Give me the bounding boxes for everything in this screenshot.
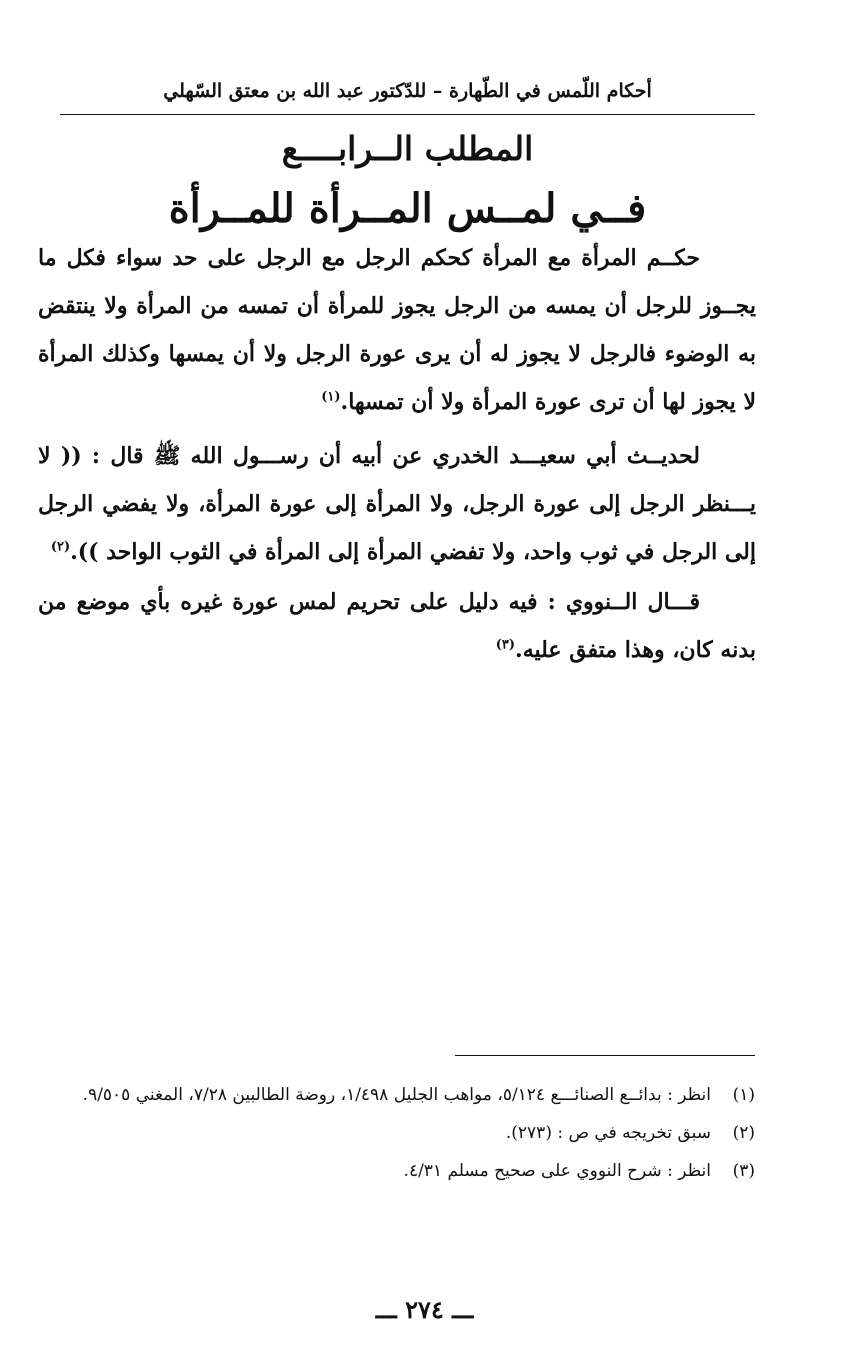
footnote-ref-1: (١)	[321, 389, 341, 405]
footnote-2	[40, 1116, 755, 1150]
footnote-number: (٢)	[732, 1123, 755, 1143]
page-number: ـــ ٢٧٤ ـــ	[375, 1295, 474, 1324]
footnote-ref-3: (٣)	[495, 637, 516, 653]
section-heading: المطلب الــرابــــع	[281, 129, 534, 168]
header-rule	[60, 114, 755, 115]
running-header: أحكام اللّمس في الطّهارة – للدّكتور عبد الله بن معتق السّهلي	[163, 80, 652, 102]
body-paragraph-1	[38, 234, 756, 426]
paragraph-text: قـــال الــنووي : فيه دليل على تحريم لمس عورة غيره بأي موضع من بدنه كان، وهذا متفق عليه.	[38, 589, 756, 663]
footnote-3	[40, 1154, 755, 1188]
footnote-number: (١)	[732, 1085, 755, 1105]
footnote-separator	[455, 1055, 755, 1056]
body-paragraph-2	[38, 432, 756, 576]
footnote-1	[40, 1078, 755, 1112]
footnote-number: (٣)	[732, 1161, 755, 1181]
paragraph-text: حكــم المرأة مع المرأة كحكم الرجل مع الرجل على حد سواء فكل ما يجــوز للرجل أن يمسه من الرجل يجوز للمرأة أن تمسه من المرأة ولا ينتقض به الوضوء فالرجل لا يجوز له أن يرى عورة الرجل ولا أن يمسها وكذلك المرأة لا يجوز لها أن ترى عورة المرأة ولا أن تمسها.	[38, 245, 756, 415]
footnote-text: سبق تخريجه في ص : (٢٧٣).	[505, 1123, 711, 1143]
footnotes	[40, 1078, 755, 1192]
footnote-text: انظر : بدائــع الصنائـــع ٥/١٢٤، مواهب الجليل ١/٤٩٨، روضة الطالبين ٧/٢٨، المغني ٩/٥٠٥.	[82, 1085, 711, 1105]
paragraph-text: لحديــث أبي سعيـــد الخدري عن أبيه أن رســـول الله ﷺ قال : (( لا يـــنظر الرجل إلى عورة الرجل، ولا المرأة إلى عورة المرأة، ولا يفضي الرجل إلى الرجل في ثوب واحد، ولا تفضي المرأة إلى المرأة في الثوب الواحد )).	[38, 443, 756, 565]
section-subheading: فــي لمــس المــرأة للمــرأة	[168, 185, 647, 232]
footnote-text: انظر : شرح النووي على صحيح مسلم ٤/٣١.	[403, 1161, 711, 1181]
footnote-ref-2: (٢)	[50, 539, 71, 555]
body-paragraph-3	[38, 578, 756, 674]
